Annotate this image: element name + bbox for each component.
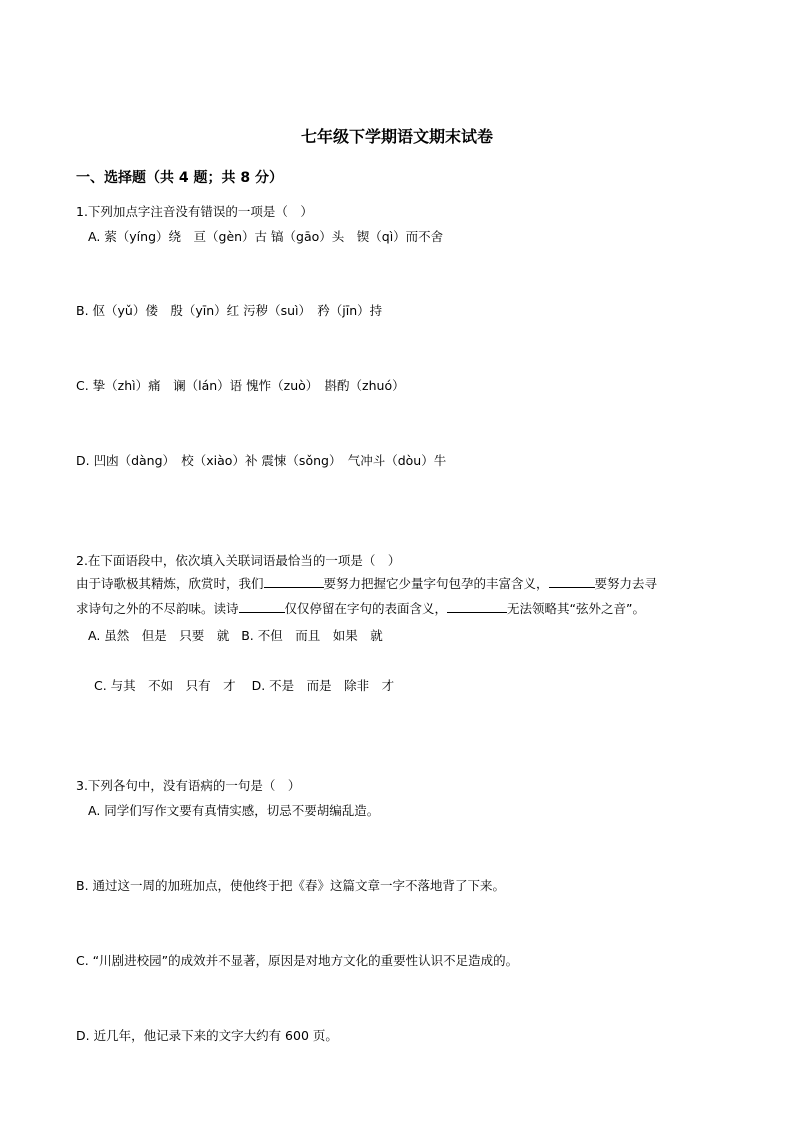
question-2-options-row-1 (88, 626, 383, 644)
answer-blank-4[interactable] (447, 599, 507, 613)
answer-blank-2[interactable] (549, 574, 595, 588)
question-3-stem: 3.下列各句中，没有语病的一句是（ ） (76, 778, 301, 793)
section-heading: 一、选择题（共 4 题；共 8 分） (76, 170, 283, 186)
question-2-options-row-2 (94, 676, 394, 694)
question-3-option-b[interactable]: B. 通过这一周的加班加点，使他终于把《春》这篇文章一字不落地背了下来。 (76, 878, 506, 893)
passage-text: 要努力把握它少量字句包孕的丰富含义， (323, 576, 549, 591)
question-1-option-b[interactable]: B. 伛（yǔ）偻 殷（yīn）红 污秽（suì） 矜（jīn）持 (76, 303, 383, 318)
passage-text: 由于诗歌极其精炼，欣赏时，我们 (76, 576, 264, 591)
question-2-option-c[interactable]: C. 与其 不如 只有 才 (94, 678, 236, 693)
question-3-option-d[interactable]: D. 近几年，他记录下来的文字大约有 600 页。 (76, 1028, 338, 1043)
question-2-passage (76, 571, 726, 621)
passage-text: 无法领略其“弦外之音”。 (507, 601, 645, 616)
question-1-stem: 1.下列加点字注音没有错误的一项是（ ） (76, 204, 313, 219)
question-2-option-b[interactable]: B. 不但 而且 如果 就 (241, 628, 383, 643)
question-1-option-c[interactable]: C. 挚（zhì）痛 谰（lán）语 愧怍（zuò） 斟酌（zhuó） (76, 378, 405, 393)
question-1-option-d[interactable]: D. 凹凼（dàng） 校（xiào）补 震悚（sǒng） 气冲斗（dòu）牛 (76, 453, 447, 468)
passage-text: 求诗句之外的不尽韵味。读诗 (76, 601, 239, 616)
question-3-option-a[interactable]: A. 同学们写作文要有真情实感，切忌不要胡编乱造。 (88, 803, 380, 818)
passage-text: 仅仅停留在字句的表面含义， (284, 601, 448, 616)
question-2-option-d[interactable]: D. 不是 而是 除非 才 (251, 678, 395, 693)
question-3-option-c[interactable]: C. “川剧进校园”的成效并不显著，原因是对地方文化的重要性认识不足造成的。 (76, 953, 519, 968)
question-1-option-a[interactable]: A. 萦（yíng）绕 亘（gèn）古 镐（gāo）头 锲（qì）而不舍 (88, 229, 444, 244)
question-2-option-a[interactable]: A. 虽然 但是 只要 就 (88, 628, 230, 643)
answer-blank-3[interactable] (239, 599, 285, 613)
question-2-stem: 2.在下面语段中，依次填入关联词语最恰当的一项是（ ） (76, 553, 401, 568)
answer-blank-1[interactable] (264, 574, 324, 588)
exam-title: 七年级下学期语文期末试卷 (300, 127, 493, 146)
passage-text: 要努力去寻 (594, 576, 658, 591)
